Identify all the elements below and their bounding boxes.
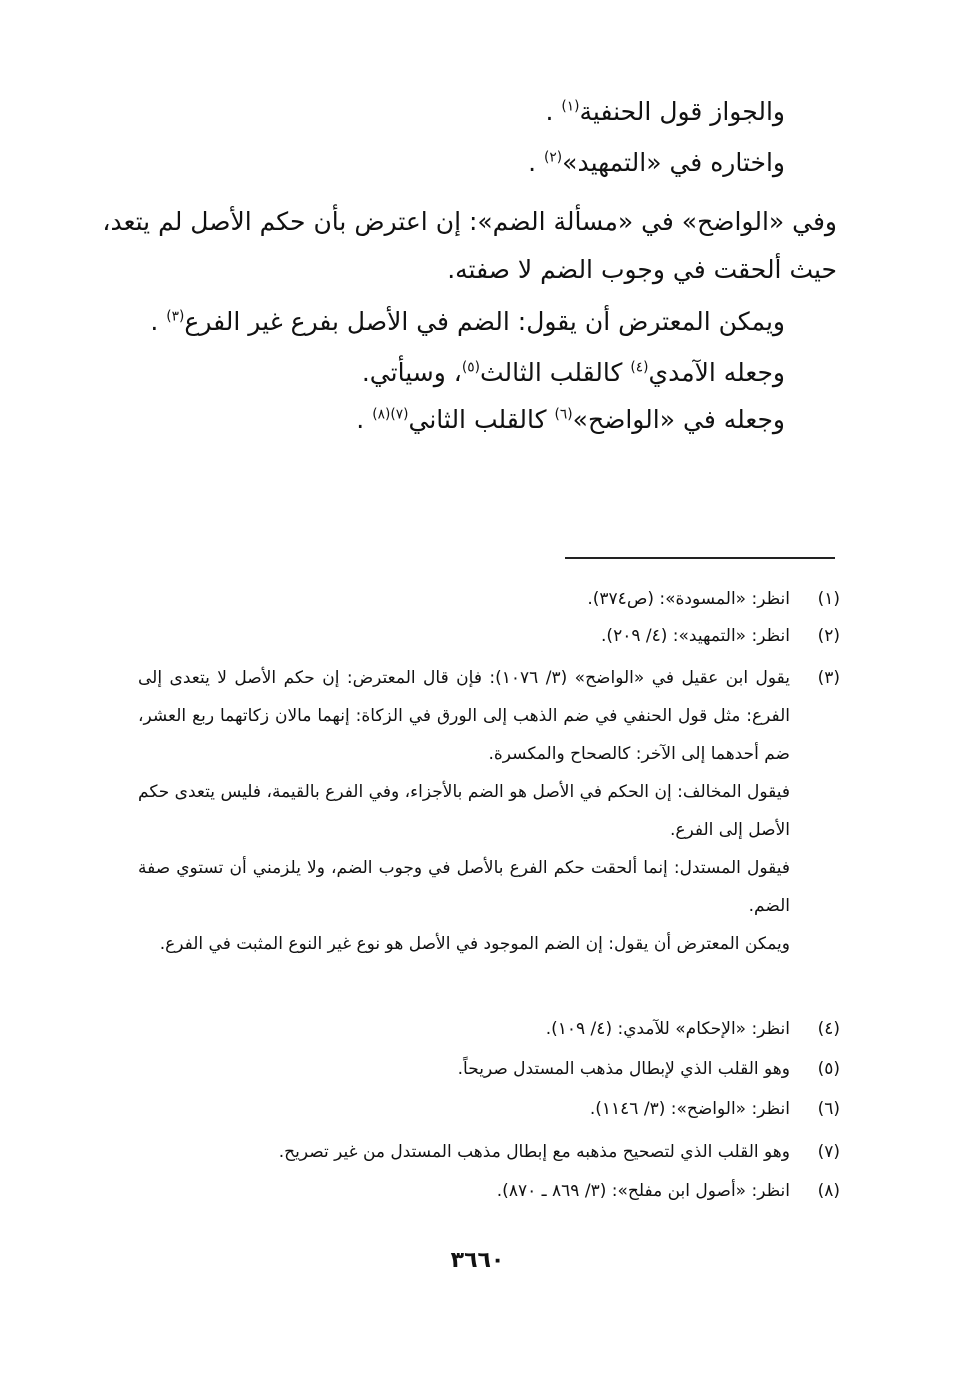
footnote-3-body <box>138 659 790 963</box>
page-number: ٣٦٦٠ <box>450 1248 505 1273</box>
main-line-6-end: ، وسيأتي. <box>361 358 462 387</box>
footnote-ref-6[interactable]: (٦) <box>554 406 573 423</box>
footnote-3-paragraph-2: فيقول المخالف: إن الحكم في الأصل هو الضم بالأجزاء، وفي الفرع بالقيمة، فليس يتعدى حكم الأصل إلى الفرع. <box>138 782 790 840</box>
main-line-7-mid: كالقلب الثاني <box>408 405 547 434</box>
main-line-4-text: حيث ألحقت في وجوب الضم لا صفته. <box>447 255 837 284</box>
footnote-ref-8[interactable]: (٨) <box>372 406 391 423</box>
main-line-5-end: . <box>150 307 159 336</box>
footnote-ref-4[interactable]: (٤) <box>630 359 649 376</box>
footnote-3-paragraph-3: فيقول المستدل: إنما ألحقت حكم الفرع بالأصل في وجوب الضم، ولا يلزمني أن تستوي صفة الضم. <box>138 858 790 916</box>
main-line-2-end: . <box>528 148 537 177</box>
main-line-7-end: . <box>356 405 365 434</box>
footnote-3-paragraph-4: ويمكن المعترض أن يقول: إن الضم الموجود في الأصل هو نوع غير النوع المثبت في الفرع. <box>159 934 790 954</box>
main-line-5 <box>150 302 785 342</box>
main-line-7-text: وجعله في «الواضح» <box>572 405 785 434</box>
footnote-3-paragraph-1: يقول ابن عقيل في «الواضح» (٣/ ١٠٧٦): فإن قال المعترض: إن حكم الأصل لا يتعدى إلى الفرع: مثل قول الحنفي في ضم الذهب إلى الورق في الزكاة: إنهما مالان زكاتهما ربع العشر، ضم أحدهما إلى الآخر: كالصحاح والمكسرة. <box>138 668 790 764</box>
footnote-number: (١) <box>817 589 840 609</box>
footnote-text: انظر: «الإحكام» للآمدي: (٤/ ١٠٩). <box>545 1019 790 1039</box>
footnote-number: (٥) <box>817 1059 840 1079</box>
footnote-ref-2[interactable]: (٢) <box>544 149 563 166</box>
main-line-7 <box>356 400 785 440</box>
footnote-number: (٧) <box>817 1142 840 1162</box>
main-line-1 <box>545 92 785 132</box>
main-line-1-end: . <box>545 97 554 126</box>
footnote-text: انظر: «التمهيد»: (٤/ ٢٠٩). <box>601 626 790 646</box>
main-line-2 <box>528 143 785 183</box>
footnote-ref-1[interactable]: (١) <box>561 98 580 115</box>
main-line-6-mid: كالقلب الثالث <box>479 358 623 387</box>
footnote-number: (٤) <box>817 1019 840 1039</box>
footnote-ref-7[interactable]: (٧) <box>390 406 409 423</box>
main-line-1-text: والجواز قول الحنفية <box>579 97 785 126</box>
footnote-number: (٨) <box>817 1181 840 1201</box>
footnote-separator <box>565 557 835 559</box>
footnote-ref-3[interactable]: (٣) <box>166 308 185 325</box>
main-line-4 <box>447 250 837 290</box>
footnote-number: (٣) <box>817 668 840 688</box>
footnote-number: (٢) <box>817 626 840 646</box>
main-line-6-text: وجعله الآمدي <box>648 358 785 387</box>
footnote-text: وهو القلب الذي لإبطال مذهب المستدل صريحاً. <box>457 1059 790 1079</box>
footnote-number: (٦) <box>817 1099 840 1119</box>
footnote-text: انظر: «الواضح»: (٣/ ١١٤٦). <box>589 1099 790 1119</box>
main-line-2-text: واختاره في «التمهيد» <box>562 148 785 177</box>
footnote-text: انظر: «أصول ابن مفلح»: (٣/ ٨٦٩ ـ ٨٧٠). <box>496 1181 790 1201</box>
main-line-5-text: ويمكن المعترض أن يقول: الضم في الأصل بفرع غير الفرع <box>184 307 785 336</box>
footnote-ref-5[interactable]: (٥) <box>461 359 480 376</box>
main-line-3 <box>102 202 837 242</box>
footnote-text: وهو القلب الذي لتصحيح مذهبه مع إبطال مذهب المستدل من غير تصريح. <box>278 1142 790 1162</box>
footnote-text: انظر: «المسودة»: (ص٣٧٤). <box>587 589 790 609</box>
main-line-3-text: وفي «الواضح» في «مسألة الضم»: إن اعترض بأن حكم الأصل لم يتعد، <box>102 207 837 236</box>
main-line-6 <box>362 353 785 393</box>
